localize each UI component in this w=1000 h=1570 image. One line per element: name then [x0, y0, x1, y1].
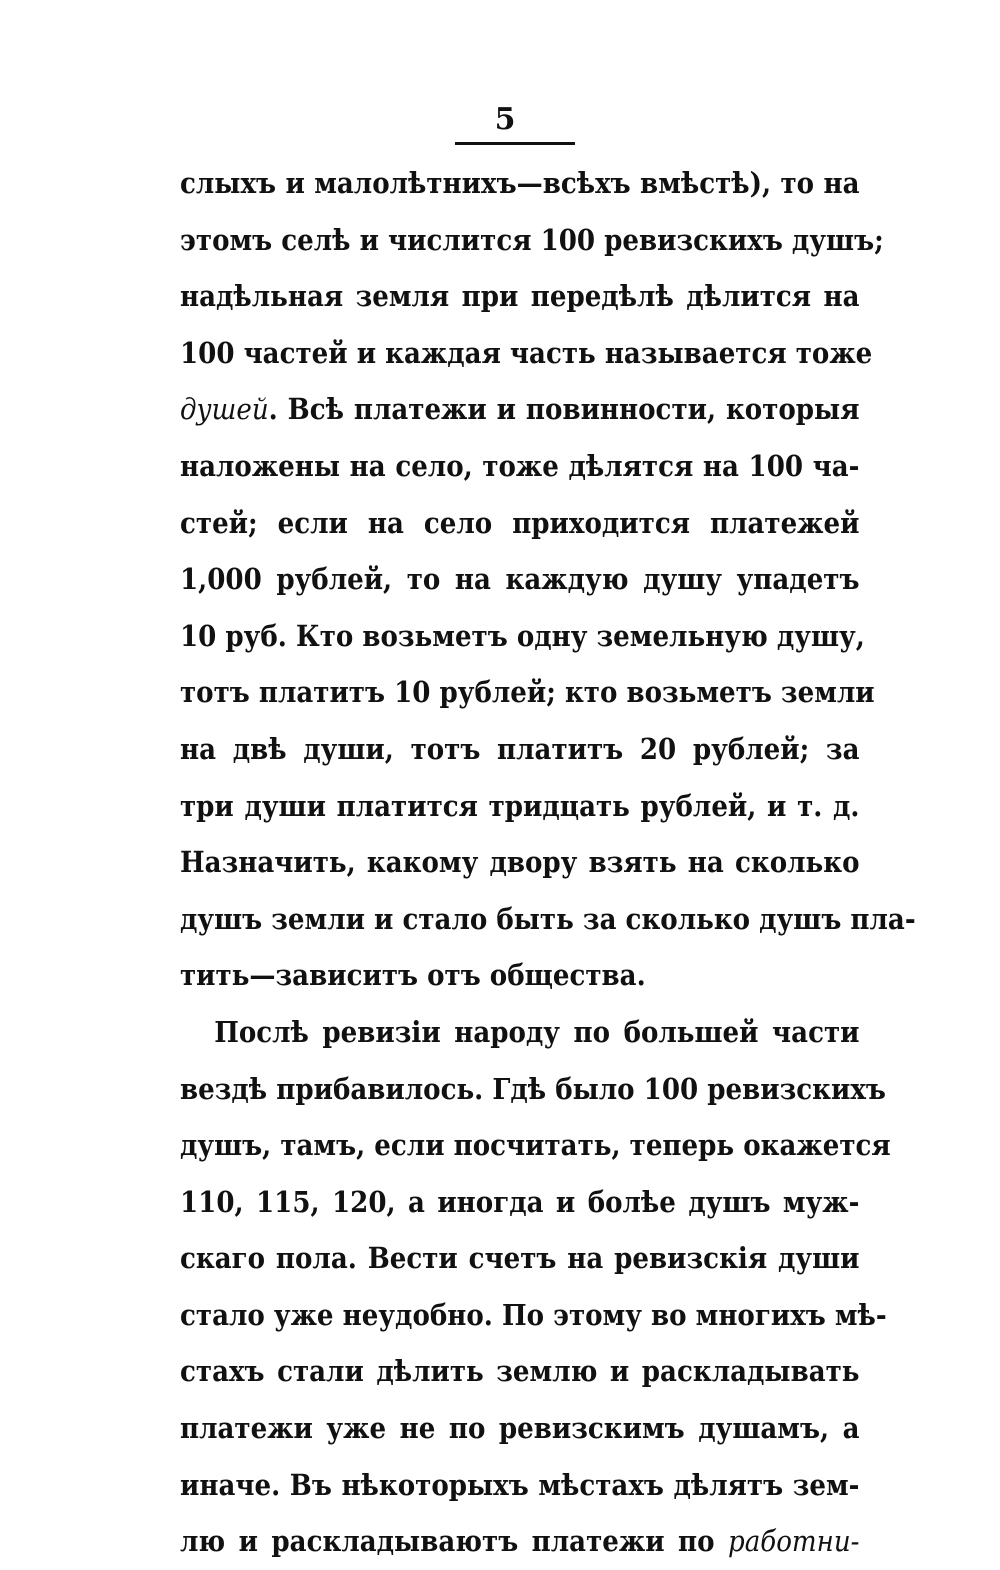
body-text [180, 155, 916, 1570]
text-line: стахъ стали дѣлить землю и раскладывать [180, 1354, 860, 1389]
text-line: тотъ платитъ 10 рублей; кто возьметъ земли [180, 675, 875, 710]
text-line: 100 частей и каждая часть называется тоже [180, 335, 873, 370]
text-line: 1,000 рублей, то на каждую душу упадетъ [180, 562, 860, 597]
text-line: платежи уже не по ревизскимъ душамъ, а [180, 1411, 860, 1446]
text-line: скаго пола. Вести счетъ на ревизскія души [180, 1241, 860, 1276]
text-line-with-italic [180, 381, 860, 438]
text-line: душъ земли и стало быть за сколько душъ пла- [180, 901, 916, 936]
text-line: стало уже неудобно. По этому во многихъ мѣ- [180, 1297, 887, 1332]
text-line: иначе. Въ нѣкоторыхъ мѣстахъ дѣлятъ зем- [180, 1467, 860, 1502]
text-line-rest: . Всѣ платежи и повинности, которыя [268, 392, 860, 427]
text-line: наложены на село, тоже дѣлятся на 100 ча- [180, 448, 860, 483]
text-line: слыхъ и малолѣтнихъ—всѣхъ вмѣстѣ), то на [180, 166, 860, 200]
text-line-start: лю и раскладываютъ платежи по [180, 1524, 715, 1559]
text-line: 10 руб. Кто возьметъ одну земельную душу, [180, 618, 865, 653]
text-line: надѣльная земля при передѣлѣ дѣлится на [180, 279, 860, 314]
italic-word: работни- [728, 1524, 860, 1559]
text-line-with-italic [180, 1513, 860, 1570]
text-line: Послѣ ревизіи народу по большей части [214, 1014, 860, 1049]
text-line: Назначить, какому двору взять на сколько [180, 845, 860, 880]
paragraph-2 [180, 1004, 891, 1570]
page-number: 5 [494, 102, 516, 137]
paragraph-1 [180, 155, 916, 1004]
text-line: стей; если на село приходится платежей [180, 505, 860, 540]
text-line: душъ, тамъ, если посчитать, теперь окажется [180, 1128, 891, 1163]
text-line: вездѣ прибавилось. Гдѣ было 100 ревизскихъ [180, 1071, 886, 1106]
header-rule [455, 142, 575, 145]
italic-word: душей [180, 392, 269, 427]
text-line: этомъ селѣ и числится 100 ревизскихъ душъ; [180, 222, 884, 257]
text-line: 110, 115, 120, а иногда и болѣе душъ муж- [180, 1184, 860, 1219]
text-line: тить—зависитъ отъ общества. [180, 958, 646, 993]
text-line: на двѣ души, тотъ платитъ 20 рублей; за [180, 731, 860, 766]
text-line: три души платится тридцать рублей, и т. д. [180, 788, 860, 823]
